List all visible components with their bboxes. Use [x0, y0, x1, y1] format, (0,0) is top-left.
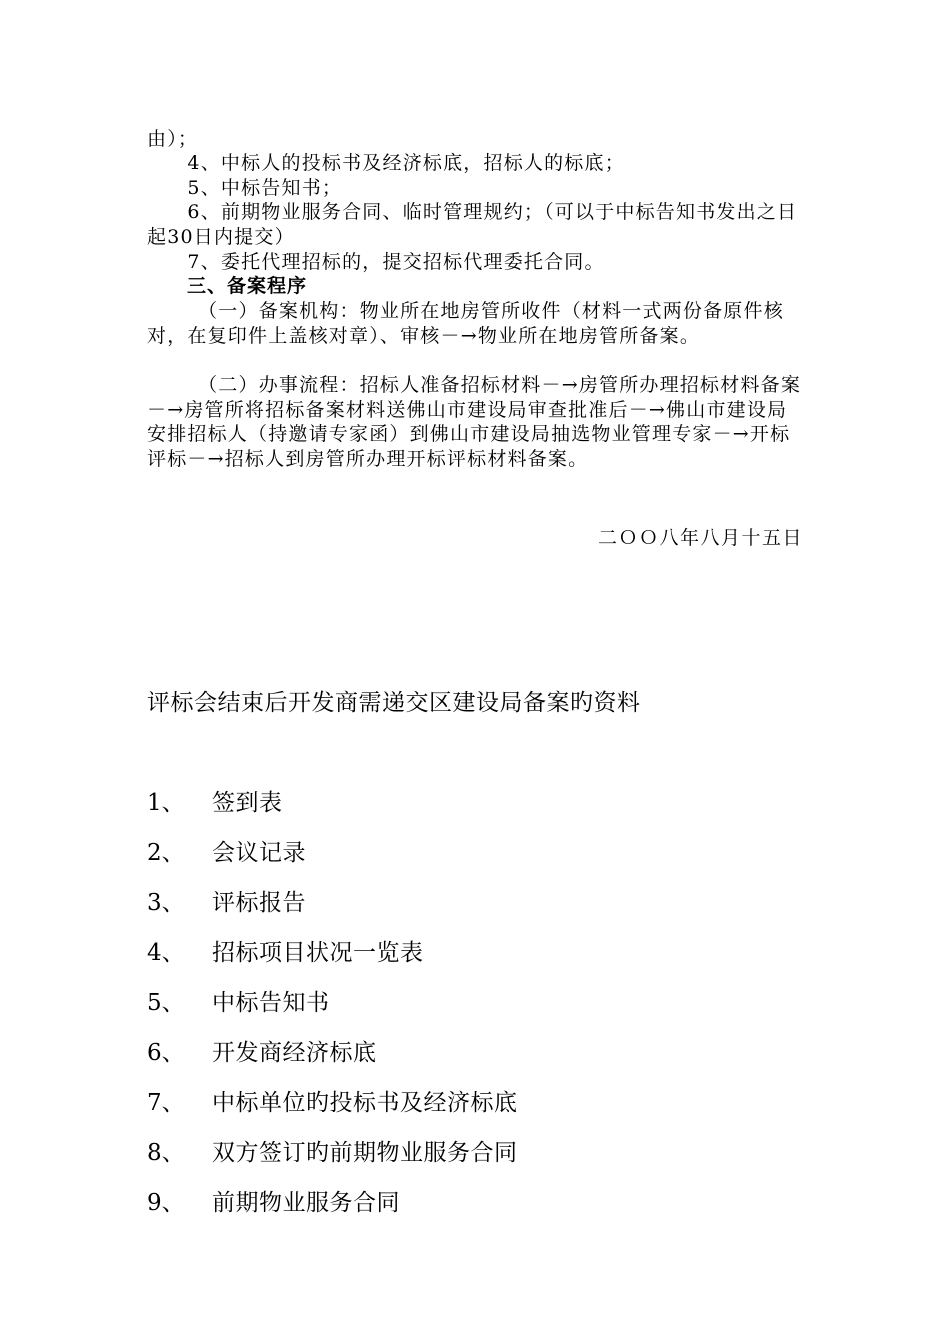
list-item-text: 前期物业服务合同	[212, 1190, 400, 1216]
line-4: 7、委托代理招标的，提交招标代理委托合同。	[147, 251, 605, 273]
line-0: 由）；	[147, 128, 199, 150]
document-date: 二ＯＯ八年八月十五日	[597, 527, 803, 549]
paragraph-agency: （一）备案机构：物业所在地房管所收件（材料一式两份备原件核对，在复印件上盖核对章）、审核－→物业所在地房管所备案。	[147, 300, 784, 347]
list-item-text: 双方签订旳前期物业服务合同	[212, 1140, 518, 1166]
list-item-text: 开发商经济标底	[212, 1040, 377, 1066]
line-2: 5、中标告知书；	[147, 177, 343, 199]
list-item-number: 3、	[147, 890, 185, 916]
paragraph-process: （二）办事流程：招标人准备招标材料－→房管所办理招标材料备案－→房管所将招标备案材料送佛山市建设局审查批准后－→佛山市建设局安排招标人（持邀请专家函）到佛山市建设局抽选物业管理专家－→开标评标－→招标人到房管所办理开标评标材料备案。	[147, 374, 802, 470]
list-item-number: 2、	[147, 840, 185, 866]
list-item-number: 4、	[147, 940, 185, 966]
list-item-text: 评标报告	[212, 890, 306, 916]
list-item-text: 签到表	[212, 790, 283, 816]
list-item-text: 会议记录	[212, 840, 306, 866]
section-heading: 三、备案程序	[147, 275, 308, 297]
list-item-number: 5、	[147, 990, 185, 1016]
list-item-number: 6、	[147, 1040, 185, 1066]
list-item-number: 1、	[147, 790, 185, 816]
list-item-text: 招标项目状况一览表	[212, 940, 424, 966]
list-item-number: 7、	[147, 1090, 185, 1116]
line-1: 4、中标人的投标书及经济标底，招标人的标底；	[147, 152, 625, 174]
materials-title: 评标会结束后开发商需递交区建设局备案旳资料	[147, 690, 641, 716]
line-3: 6、前期物业服务合同、临时管理规约；（可以于中标告知书发出之日起30日内提交）	[147, 201, 798, 248]
list-item-text: 中标单位旳投标书及经济标底	[212, 1090, 518, 1116]
list-item-text: 中标告知书	[212, 990, 330, 1016]
list-item-number: 8、	[147, 1140, 185, 1166]
list-item-number: 9、	[147, 1190, 185, 1216]
